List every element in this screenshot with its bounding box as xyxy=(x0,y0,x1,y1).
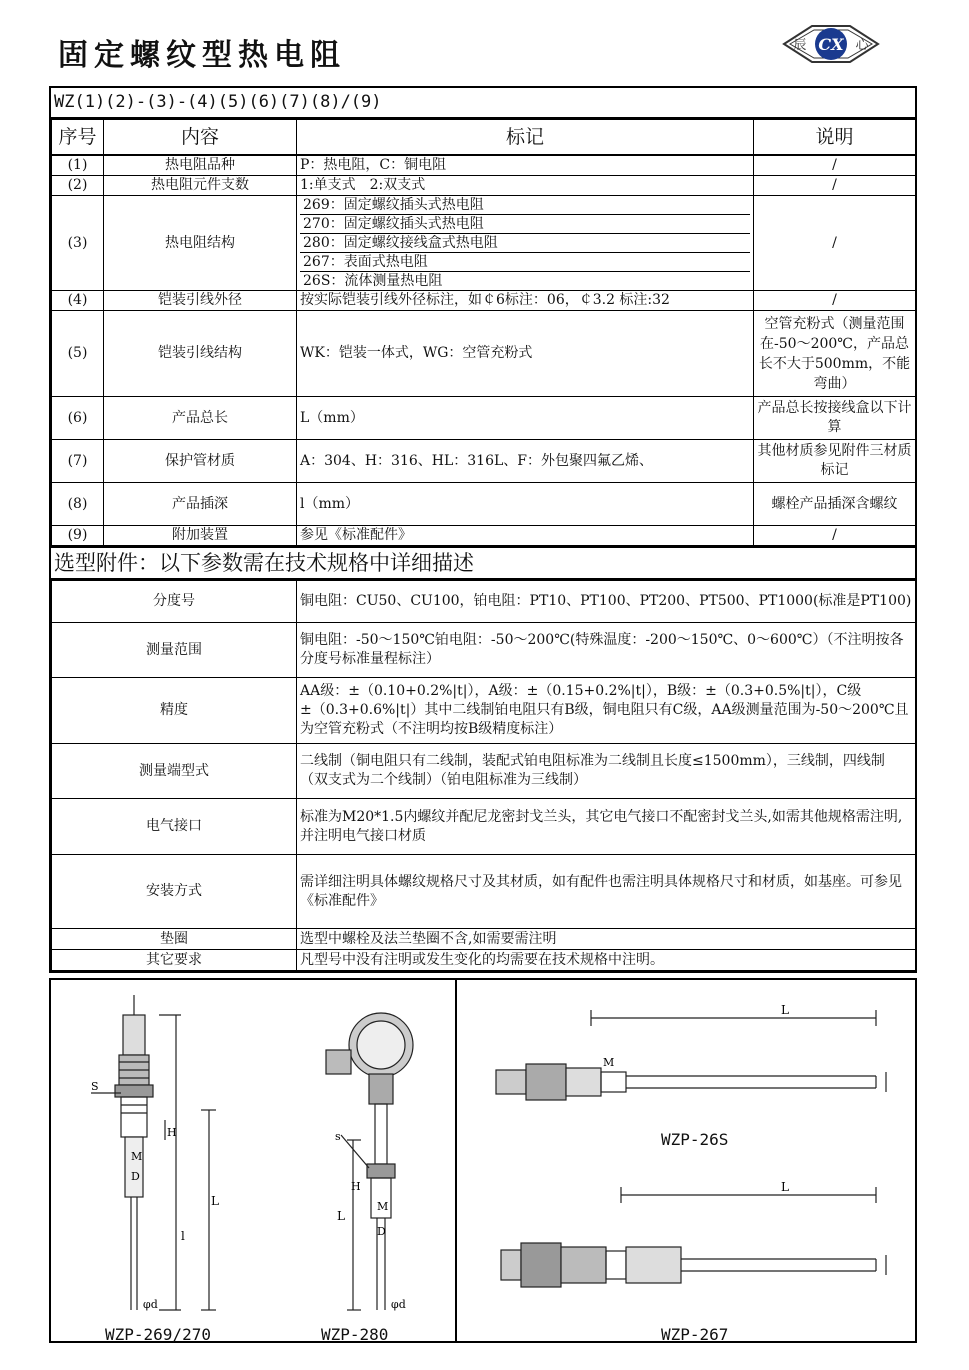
row-note: 产品总长按接线盒以下计算 xyxy=(754,397,916,440)
dim-label-d: D xyxy=(377,1225,386,1238)
table-row xyxy=(52,291,916,311)
spec-table xyxy=(51,580,916,971)
spec-text: 标准为M20*1.5内螺纹并配尼龙密封戈兰头，其它电气接口不配密封戈兰头,如需其他规格需注明,并注明电气接口材质 xyxy=(297,799,916,855)
model-code: WZ(1)(2)-(3)-(4)(5)(6)(7)(8)/(9) xyxy=(51,88,915,119)
spec-text: 凡型号中没有注明或发生变化的均需要在技术规格中注明。 xyxy=(297,950,916,971)
dim-label-h: H xyxy=(167,1126,177,1139)
section-title: 选型附件：以下参数需在技术规格中详细描述 xyxy=(51,546,915,580)
row-no: (4) xyxy=(52,291,104,311)
logo-left-char: 辰 xyxy=(793,38,807,53)
spec-label: 精度 xyxy=(52,678,297,744)
row-content: 铠装引线结构 xyxy=(104,311,297,397)
row-no: (1) xyxy=(52,155,104,176)
row-mark: 1:单支式 2:双支式 xyxy=(297,176,754,196)
drawing-divider xyxy=(455,980,457,1341)
table-row xyxy=(52,440,916,483)
row-no: (2) xyxy=(52,176,104,196)
spec-label: 电气接口 xyxy=(52,799,297,855)
structure-option: 269：固定螺纹插头式热电阻 xyxy=(300,196,750,215)
row-note: 其他材质参见附件三材质标记 xyxy=(754,440,916,483)
spec-row xyxy=(52,678,916,744)
row-content: 铠装引线外径 xyxy=(104,291,297,311)
header-content: 内容 xyxy=(104,120,297,156)
table-row xyxy=(52,526,916,546)
row-note: 螺栓产品插深含螺纹 xyxy=(754,483,916,526)
row-no: (7) xyxy=(52,440,104,483)
row-no: (6) xyxy=(52,397,104,440)
row-mark: L（mm） xyxy=(297,397,754,440)
structure-option: 267：表面式热电阻 xyxy=(300,253,750,272)
logo-mark: CX xyxy=(818,35,844,54)
row-note: / xyxy=(754,291,916,311)
row-mark: P：热电阻，C：铜电阻 xyxy=(297,155,754,176)
drawing-wzp-26s xyxy=(481,1000,901,1120)
row-note: 空管充粉式（测量范围在-50～200℃，产品总长不大于500mm，不能弯曲） xyxy=(754,311,916,397)
spec-text: 二线制（铜电阻只有二线制，装配式铂电阻标准为二线制且长度≤1500mm），三线制，四线制（双支式为二个线制）（铂电阻标准为三线制） xyxy=(297,744,916,799)
table-row xyxy=(52,196,916,291)
dim-label-total-length: L xyxy=(337,1209,345,1223)
caption-wzp-26s: WZP-26S xyxy=(661,1130,729,1149)
spec-row xyxy=(52,581,916,623)
structure-option: 26S：流体测量热电阻 xyxy=(303,273,443,289)
spec-text: 需详细注明具体螺纹规格尺寸及其材质，如有配件也需注明具体规格尺寸和材质，如基座。可参见《标准配件》 xyxy=(297,855,916,929)
structure-option: 280：固定螺纹接线盒式热电阻 xyxy=(300,234,750,253)
row-note: / xyxy=(754,176,916,196)
row-mark-list xyxy=(297,196,754,291)
spec-row xyxy=(52,950,916,971)
dim-label-phid: φd xyxy=(143,1298,158,1311)
logo-right-char: 心 xyxy=(855,38,869,53)
row-content: 产品总长 xyxy=(104,397,297,440)
header-note: 说明 xyxy=(754,120,916,156)
spec-row xyxy=(52,623,916,678)
dim-label-m: M xyxy=(131,1150,143,1163)
row-content: 热电阻结构 xyxy=(104,196,297,291)
row-mark: l（mm） xyxy=(297,483,754,526)
row-mark: WK：铠装一体式，WG：空管充粉式 xyxy=(297,311,754,397)
table-row xyxy=(52,483,916,526)
row-content: 产品插深 xyxy=(104,483,297,526)
row-no: (5) xyxy=(52,311,104,397)
dim-label-phid: φd xyxy=(391,1298,406,1311)
spec-label: 安装方式 xyxy=(52,855,297,929)
dim-label-length: L xyxy=(781,1180,789,1194)
caption-wzp-280: WZP-280 xyxy=(321,1325,389,1344)
caption-wzp-267: WZP-267 xyxy=(661,1325,729,1344)
header-mark: 标记 xyxy=(297,120,754,156)
row-content: 热电阻品种 xyxy=(104,155,297,176)
spec-row xyxy=(52,799,916,855)
dim-label-h: H xyxy=(351,1180,361,1193)
spec-label: 垫圈 xyxy=(52,929,297,950)
table-row xyxy=(52,397,916,440)
row-note: / xyxy=(754,196,916,291)
selection-sheet xyxy=(49,86,917,973)
row-content: 热电阻元件支数 xyxy=(104,176,297,196)
dim-label-insert-length: l xyxy=(181,1229,185,1243)
company-logo xyxy=(782,22,880,66)
spec-label: 测量端型式 xyxy=(52,744,297,799)
row-no: (8) xyxy=(52,483,104,526)
spec-text: 铜电阻：CU50、CU100，铂电阻：PT10、PT100、PT200、PT500、PT1000(标准是PT100) xyxy=(297,581,916,623)
table-row xyxy=(52,155,916,176)
row-content: 保护管材质 xyxy=(104,440,297,483)
caption-wzp-269-270: WZP-269/270 xyxy=(105,1325,211,1344)
dim-label-length: L xyxy=(781,1003,789,1017)
spec-text: 选型中螺栓及法兰垫圈不含,如需要需注明 xyxy=(297,929,916,950)
structure-option: 270：固定螺纹插头式热电阻 xyxy=(300,215,750,234)
spec-row xyxy=(52,929,916,950)
selection-table xyxy=(51,119,916,546)
table-row xyxy=(52,311,916,397)
table-header xyxy=(52,120,916,156)
dim-label-total-length: L xyxy=(211,1194,219,1208)
spec-row xyxy=(52,744,916,799)
row-mark: A：304、H：316、HL：316L、F：外包聚四氟乙烯、 xyxy=(297,440,754,483)
row-mark: 按实际铠装引线外径标注，如￠6标注：06，￠3.2 标注:32 xyxy=(297,291,754,311)
row-no: (9) xyxy=(52,526,104,546)
spec-label: 分度号 xyxy=(52,581,297,623)
spec-text: 铜电阻：-50～150℃铂电阻：-50～200℃(特殊温度：-200～150℃、0～600℃）（不注明按各分度号标准量程标注） xyxy=(297,623,916,678)
spec-label: 其它要求 xyxy=(52,950,297,971)
row-no: (3) xyxy=(52,196,104,291)
row-note: / xyxy=(754,526,916,546)
row-mark: 参见《标准配件》 xyxy=(297,526,754,546)
dim-label-d: D xyxy=(131,1170,140,1183)
table-row xyxy=(52,176,916,196)
page-title: 固定螺纹型热电阻 xyxy=(58,38,346,73)
drawing-wzp-269-270 xyxy=(81,990,241,1320)
spec-label: 测量范围 xyxy=(52,623,297,678)
spec-row xyxy=(52,855,916,929)
dim-label-m: M xyxy=(377,1200,389,1213)
drawing-wzp-280 xyxy=(281,990,451,1320)
row-note: / xyxy=(754,155,916,176)
row-content: 附加装置 xyxy=(104,526,297,546)
dim-label-s: s xyxy=(335,1130,341,1143)
technical-drawings xyxy=(49,978,917,1343)
spec-text: AA级：±（0.10+0.2%|t|），A级：±（0.15+0.2%|t|），B级：±（0.3+0.5%|t|），C级±（0.3+0.6%|t|）其中二线制铂电阻只有B级，铜电阻只有C级，AA级测量范围为-50～200℃且为空管充粉式（不注明均按B级精度标注） xyxy=(297,678,916,744)
dim-label-s: S xyxy=(91,1080,99,1093)
drawing-wzp-267 xyxy=(481,1175,901,1305)
dim-label-m: M xyxy=(603,1056,615,1069)
header-no: 序号 xyxy=(52,120,104,156)
